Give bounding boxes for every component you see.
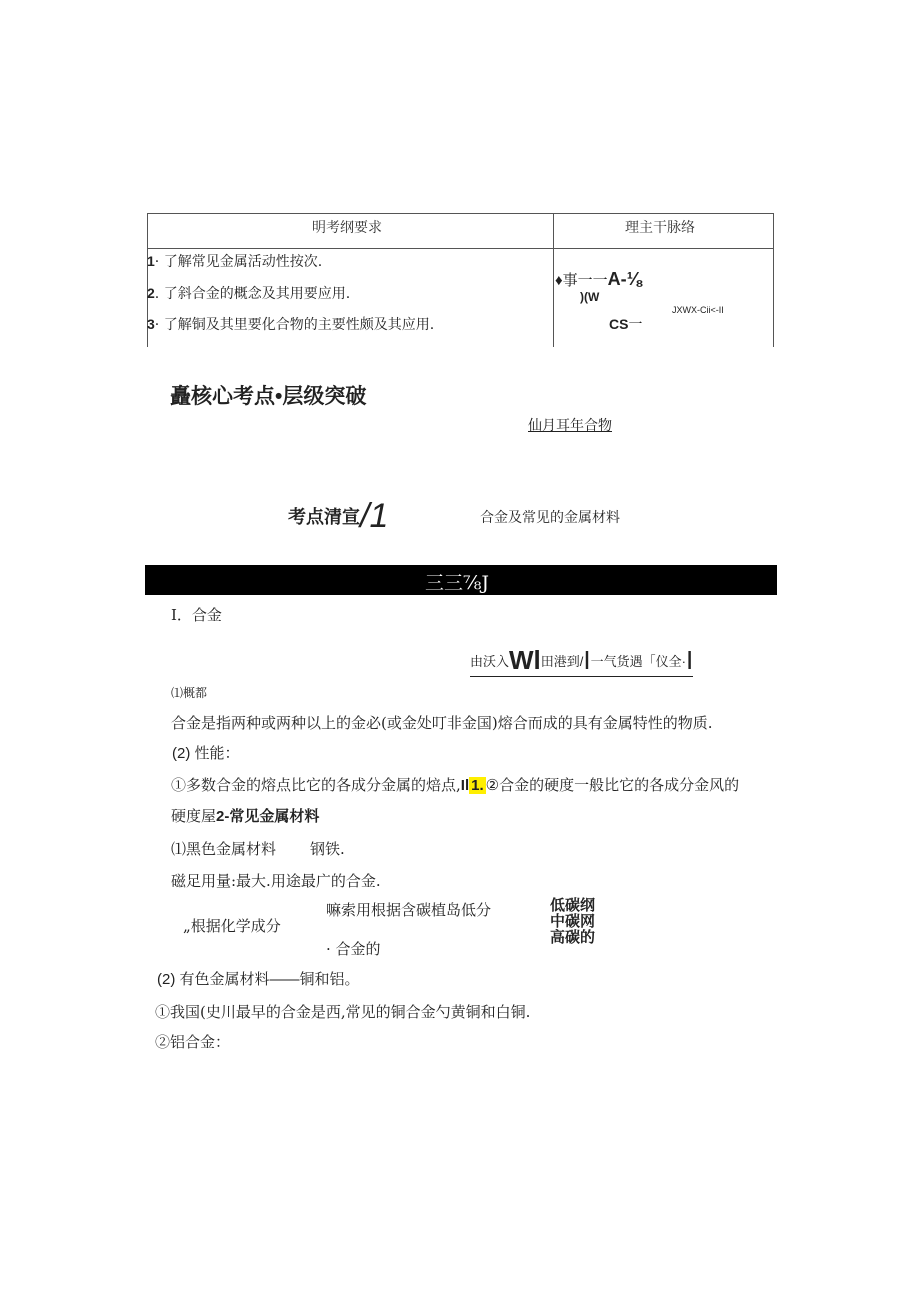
property-text: ①多数合金的熔点比它的各成分金属的焙点,Il 1. ②合金的硬度一般比它的各成分金风的 xyxy=(171,776,740,794)
table-divider xyxy=(553,213,554,347)
concept-label: ⑴概都 xyxy=(171,686,208,700)
nonferrous-label: (2) 有色金属材料——铜和铝。 xyxy=(157,971,360,988)
copper-text: ①我国(史川最早的合金是西,常见的铜合金勺黄铜和白铜. xyxy=(155,1003,531,1021)
outline-diagram-line3: CS一 xyxy=(609,316,643,332)
outline-diagram-note: JXWX-Cii<-II xyxy=(672,305,724,315)
highlight-a: Il xyxy=(460,777,470,794)
section-bar-text: 三三⅞J xyxy=(425,572,490,594)
section-bar xyxy=(145,565,777,595)
carbon-steel-list xyxy=(550,898,595,946)
col-header-outline: 理主干脉络 xyxy=(625,220,695,236)
ferrous-label: ⑴黑色金属材料 xyxy=(171,840,277,858)
concept-text: 合金是指两种或两种以上的金必(或金处叮非金国)熔合而成的具有金属特性的物质. xyxy=(171,714,713,732)
scan-artifact-line: 由沃入Wl田港到/I一气货遇「仪全·I xyxy=(470,645,694,675)
aluminum-text: ②铝合金： xyxy=(155,1033,231,1051)
ferrous-value: 钢铁. xyxy=(310,840,345,858)
topic-title: 合金及常见的金属材料 xyxy=(480,510,620,526)
requirement-item: 1· 了解常见金属活动性按次. xyxy=(147,253,323,270)
highlight-b: 1. xyxy=(471,777,484,794)
carbon-steel-mid: 中碳网 xyxy=(550,913,596,930)
property-text-cont: 硬度屋2-常见金属材料 xyxy=(171,807,320,825)
carbon-steel-high: 高碳的 xyxy=(550,929,596,946)
outline-diagram-line1: ♦事一一A-⅛ xyxy=(555,269,642,289)
core-heading: 矗核心考点•层级突破 xyxy=(170,385,367,408)
classification-note: 嘛索用根据含碳植岛低分 xyxy=(326,901,492,919)
topic-label: 考点清宣/1 xyxy=(288,497,389,535)
carbon-steel-low: 低碳纲 xyxy=(550,897,596,914)
requirements-table xyxy=(147,213,774,347)
col-header-requirements: 明考纲要求 xyxy=(312,220,382,236)
table-header-border xyxy=(147,248,774,249)
classification-dot: · 合金的 xyxy=(326,940,381,958)
property-label: (2) 性能： xyxy=(172,745,240,762)
requirement-item: 3· 了解铜及其里要化合物的主要性颇及其应用. xyxy=(147,316,435,333)
outline-diagram-line2: )(W xyxy=(580,290,600,304)
topic-number: /1 xyxy=(360,497,389,535)
item-common-materials: 2-常见金属材料 xyxy=(216,808,320,825)
classification-label: „根据化学成分 xyxy=(183,917,281,935)
core-subheading: 仙月耳年合物 xyxy=(528,418,612,434)
item-alloy: I．合金 xyxy=(171,606,222,624)
requirement-item: 2. 了斜合金的概念及其用要应用. xyxy=(147,285,351,302)
usage-text: 磁足用量:最大.用途最广的合金. xyxy=(171,872,381,890)
table-right-border xyxy=(773,213,774,347)
table-top-border xyxy=(147,213,774,214)
